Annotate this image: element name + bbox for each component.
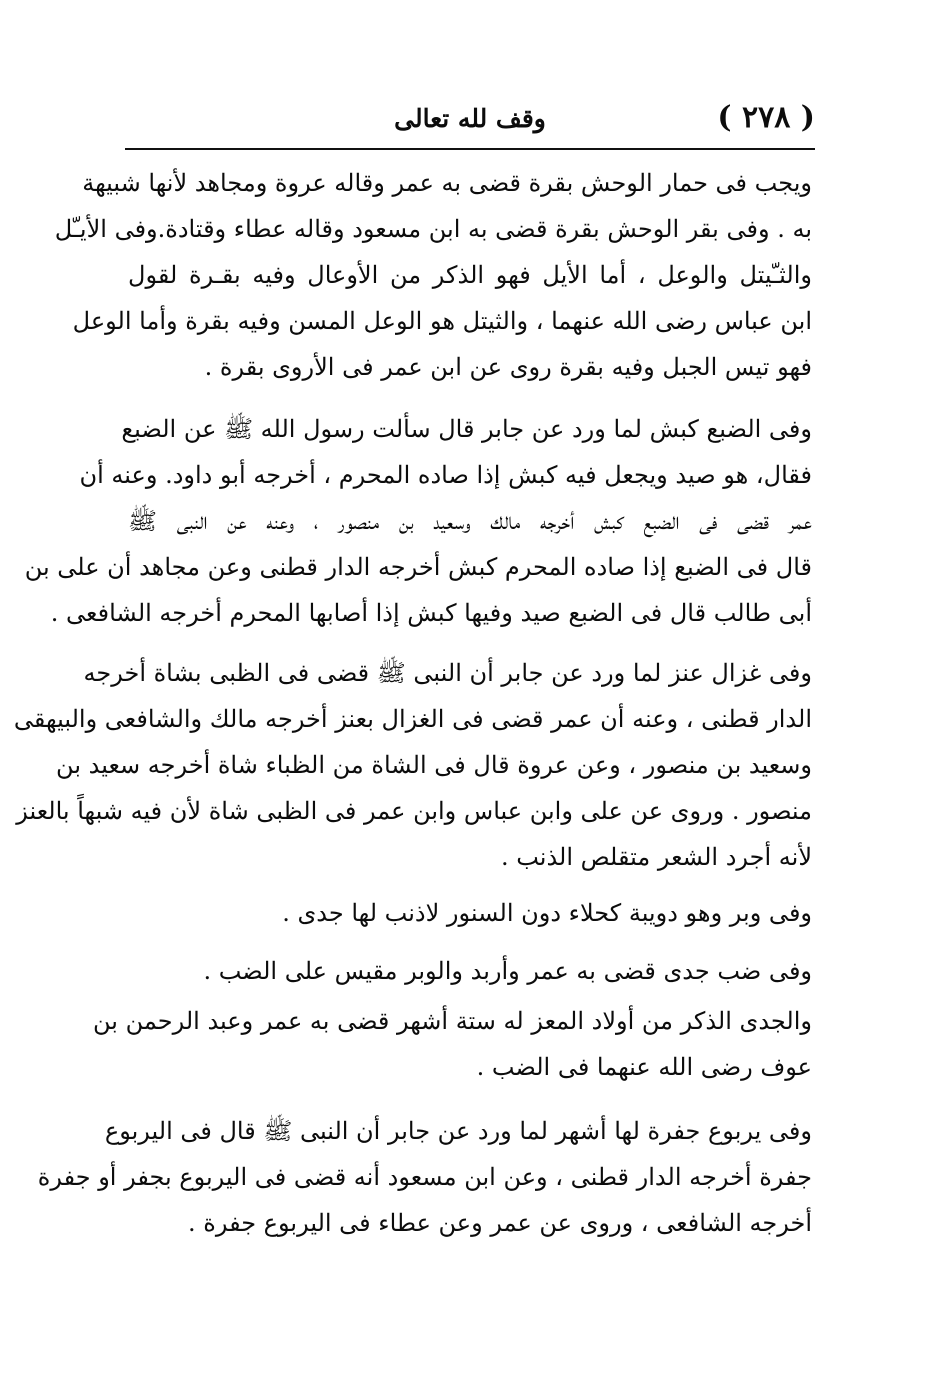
paragraph-hyena bbox=[24, 406, 812, 636]
body-text bbox=[13, 160, 812, 1246]
paragraph-gazelle bbox=[13, 650, 812, 880]
paragraph-hyrax bbox=[128, 890, 812, 936]
paragraph-lizard bbox=[128, 948, 812, 994]
paragraph-kid-goat bbox=[93, 998, 812, 1090]
text-line: والثـّيتل والوعل ، أما الأيل فهو الذكر من الأوعال وفيه بقـرة لقول bbox=[128, 261, 812, 289]
text-line: وفى وبر وهو دويبة كحلاء دون السنور لاذنب لها جدى . bbox=[282, 899, 812, 927]
text-line: ابن عباس رضى الله عنهما ، والثيتل هو الوعل المسن وفيه بقرة وأما الوعل bbox=[72, 307, 812, 335]
page-number: ( ٢٧٨ ) bbox=[717, 100, 815, 135]
header-divider bbox=[125, 148, 815, 150]
paragraph-wild-ass bbox=[54, 160, 812, 390]
text-line: عمر قضى فى الضبع كبش أخرجه مالك وسعيد بن منصور ، وعنه عن النبى ﷺ bbox=[128, 507, 812, 535]
text-line: وفى ضب جدى قضى به عمر وأربد والوبر مقيس على الضب . bbox=[203, 957, 812, 985]
paragraph-jerboa bbox=[37, 1108, 812, 1246]
text-line: منصور . وروى عن على وابن عباس وابن عمر فى الظبى شاة لأن فيه شبهاً بالعنز bbox=[16, 797, 812, 825]
text-line: وفى الضبع كبش لما ورد عن جابر قال سألت رسول الله ﷺ عن الضبع bbox=[121, 415, 812, 443]
text-line: الدار قطنى ، وعنه أن عمر قضى فى الغزال بعنز أخرجه مالك والشافعى والبيهقى bbox=[13, 705, 812, 733]
text-line: به . وفى بقر الوحش بقرة قضى به ابن مسعود وقاله عطاء وقتادة.وفى الأيـّل bbox=[54, 215, 812, 243]
text-line: وسعيد بن منصور ، وعن عروة قال فى الشاة من الظباء شاة أخرجه سعيد بن bbox=[56, 751, 812, 779]
text-line: فهو تيس الجبل وفيه بقرة روى عن ابن عمر فى الأروى بقرة . bbox=[204, 353, 812, 381]
text-line: عوف رضى الله عنهما فى الضب . bbox=[476, 1053, 812, 1081]
running-title: وقف لله تعالى bbox=[394, 104, 546, 133]
text-line: وفى يربوع جفرة لها أشهر لما ورد عن جابر أن النبى ﷺ قال فى اليربوع bbox=[104, 1117, 812, 1145]
text-line: وفى غزال عنز لما ورد عن جابر أن النبى ﷺ قضى فى الظبى بشاة أخرجه bbox=[83, 659, 812, 687]
text-line: والجدى الذكر من أولاد المعز له ستة أشهر قضى به عمر وعبد الرحمن بن bbox=[93, 1007, 812, 1035]
text-line: جفرة أخرجه الدار قطنى ، وعن ابن مسعود أنه قضى فى اليربوع بجفر أو جفرة bbox=[37, 1163, 812, 1191]
text-line: لأنه أجرد الشعر متقلص الذنب . bbox=[500, 843, 812, 871]
text-line: قال فى الضبع إذا صاده المحرم كبش أخرجه الدار قطنى وعن مجاهد أن على بن bbox=[24, 553, 812, 581]
text-line: أبى طالب قال فى الضبع صيد وفيها كبش إذا أصابها المحرم أخرجه الشافعى . bbox=[50, 599, 812, 627]
text-line: أخرجه الشافعى ، وروى عن عمر وعن عطاء فى اليربوع جفرة . bbox=[188, 1209, 812, 1237]
text-line: فقال، هو صيد ويجعل فيه كبش إذا صاده المحرم ، أخرجه أبو داود. وعنه أن bbox=[79, 461, 812, 489]
page-header bbox=[125, 96, 815, 148]
text-line: ويجب فى حمار الوحش بقرة قضى به عمر وقاله عروة ومجاهد لأنها شبيهة bbox=[82, 169, 812, 197]
